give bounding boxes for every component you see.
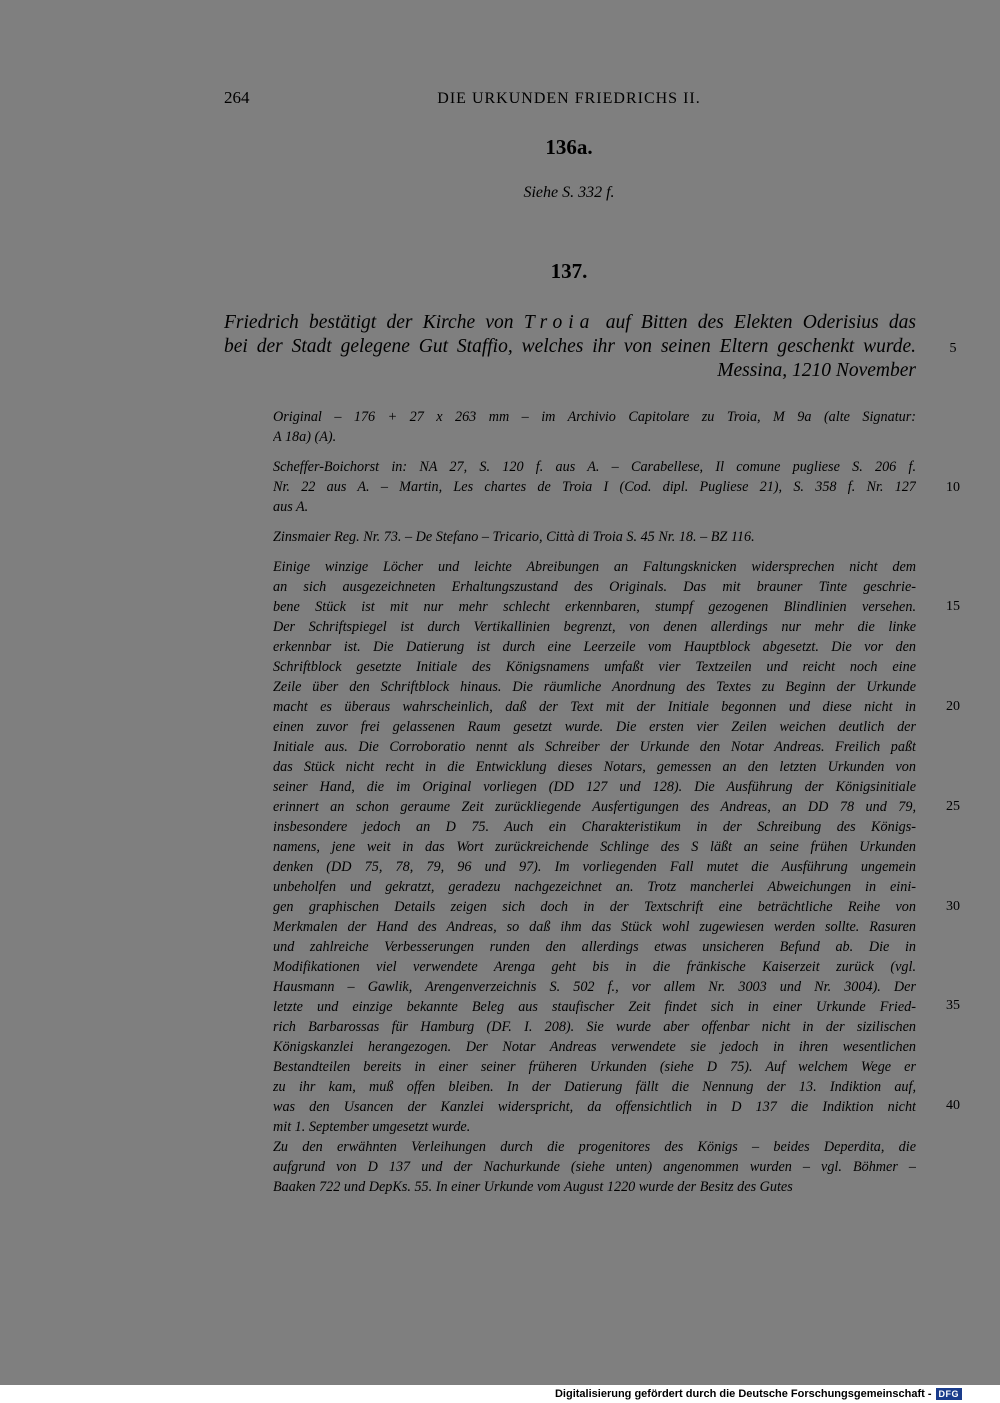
note-line: unbeholfen und gekratzt, geradezu nachgezeichnet an. Trotz mancherlei Abweichungen in eini-: [273, 879, 916, 895]
note-line: Schriftblock gesetzte Initiale des Königsnamens umfaßt vier Textzeilen und reicht noch eine: [273, 659, 916, 675]
note-paragraph: [273, 457, 916, 517]
note-line: insbesondere jedoch an D 75. Auch ein Charakteristikum in der Schreibung des Königs-: [273, 819, 916, 835]
footer-text: Digitalisierung gefördert durch die Deutsche Forschungsgemeinschaft -: [554, 1388, 932, 1400]
note-paragraph: [273, 407, 916, 447]
note-line: mit 1. September umgesetzt wurde.: [273, 1119, 471, 1135]
margin-line-number: 15: [946, 599, 960, 614]
note-line: Modifikationen viel verwendete Arenga geht bis in die fränkische Kaiserzeit zurück (vgl.: [273, 959, 916, 975]
margin-line-number: 40: [946, 1098, 960, 1113]
note-line: aus A.: [273, 499, 309, 515]
dfg-logo: DFG: [936, 1388, 963, 1400]
page-number: 264: [224, 88, 250, 107]
regest-line-2: bei der Stadt gelegene Gut Staffio, welches ihr von seinen Eltern geschenkt wurde.: [224, 336, 916, 357]
note-line: seiner Hand, die im Original vorliegen (DD 127 und 128). Die Ausführung der Königsinitiale: [273, 779, 916, 795]
margin-line-number: 35: [946, 998, 960, 1013]
margin-line-number: 10: [946, 480, 960, 495]
note-line: Hausmann – Gawlik, Arengenverzeichnis S. 502 f., vor allem Nr. 3003 und Nr. 3004). Der: [273, 979, 916, 995]
apparatus-notes: [273, 407, 916, 1207]
note-line: rich Barbarossas für Hamburg (DF. I. 208). Sie wurde aber offenbar nicht in der sizilischen: [273, 1019, 916, 1035]
note-line: Einige winzige Löcher und leichte Abreibungen an Faltungsknicken widersprechen nicht dem: [273, 559, 916, 575]
note-line: bene Stück ist mit nur mehr schlecht erkennbaren, stumpf gezogenen Blindlinien versehen.: [273, 599, 916, 615]
note-line: Zu den erwähnten Verleihungen durch die progenitores des Königs – beides Deperdita, die: [273, 1139, 916, 1155]
note-line: Bestandteilen bereits in einer seiner früheren Urkunden (siehe D 75). Auf welchem Wege er: [273, 1059, 916, 1075]
note-line: was den Usancen der Kanzlei widerspricht, da offensichtlich in D 137 die Indiktion nicht: [273, 1099, 916, 1115]
note-line: einen zuvor frei gelassenen Raum gesetzt wurde. Die ersten vier Zeilen weichen deutlich der: [273, 719, 916, 735]
note-line: gen graphischen Details zeigen sich doch in der Textschrift eine beträchtliche Reihe von: [273, 899, 916, 915]
note-line: und zahlreiche Verbesserungen runden den allerdings etwas unsicheren Befund ab. Die in: [273, 939, 916, 955]
note-line: denken (DD 75, 78, 79, 96 und 97). Im vorliegenden Fall mutet die Ausführung ungemein: [273, 859, 916, 875]
note-line: letzte und einzige bekannte Beleg aus staufischer Zeit findet sich in einer Urkunde Fried-: [273, 999, 916, 1015]
footer: [555, 1388, 962, 1400]
note-line: namens, jene weit in das Wort zurückreichende Schlinge des S läßt an seine frühen Urkunden: [273, 839, 916, 855]
note-line: an sich ausgezeichneten Erhaltungszustand des Originals. Das mit brauner Tinte geschrie-: [273, 579, 916, 595]
note-line: Original – 176 + 27 x 263 mm – im Archivio Capitolare zu Troia, M 9a (alte Signatur:: [273, 409, 916, 425]
entry-number-137: 137.: [550, 259, 588, 283]
note-line: Der Schriftspiegel ist durch Vertikallinien begrenzt, von denen allerdings nur mehr die linke: [273, 619, 916, 635]
note-line: Merkmalen der Hand des Andreas, so daß ihm das Stück wohl zugewiesen werden sollte. Rasuren: [273, 919, 916, 935]
note-line: erinnert an schon geraume Zeit zurückliegende Ausfertigungen des Andreas, an DD 78 und 79,: [273, 799, 916, 815]
regest-place: Troia: [523, 312, 596, 333]
note-paragraph: [273, 527, 916, 547]
note-line: Zeile über den Schriftblock hinaus. Die räumliche Anordnung des Textes zu Beginn der Urkunde: [273, 679, 916, 695]
entry-136a-reference: Siehe S. 332 f.: [523, 184, 615, 201]
margin-line-number: 5: [949, 341, 957, 356]
note-line: Zinsmaier Reg. Nr. 73. – De Stefano – Tricario, Città di Troia S. 45 Nr. 18. – BZ 116.: [273, 529, 755, 545]
note-line: Nr. 22 aus A. – Martin, Les chartes de Troia I (Cod. dipl. Pugliese 21), S. 358 f. Nr. 127: [273, 479, 916, 495]
note-line: erkennbar ist. Die Datierung ist durch eine Leerzeile vom Hauptblock abgesetzt. Die vor den: [273, 639, 916, 655]
running-title: DIE URKUNDEN FRIEDRICHS II.: [437, 90, 701, 107]
note-line: aufgrund von D 137 und der Nachurkunde (siehe unten) angenommen wurden – vgl. Böhmer –: [273, 1159, 916, 1175]
note-line: das Stück nicht recht in die Entwicklung dieses Notars, gemessen an den letzten Urkunden von: [273, 759, 916, 775]
dating: Messina, 1210 November: [717, 360, 916, 381]
note-paragraph: [273, 557, 916, 1137]
margin-line-number: 25: [946, 799, 960, 814]
note-line: macht es überaus wahrscheinlich, daß der Text mit der Initiale begonnen und diese nicht in: [273, 699, 916, 715]
note-line: A 18a) (A).: [273, 429, 337, 445]
note-paragraph: [273, 1137, 916, 1197]
note-line: Baaken 722 und DepKs. 55. In einer Urkunde vom August 1220 wurde der Besitz des Gutes: [273, 1179, 793, 1195]
margin-line-number: 20: [946, 699, 960, 714]
note-line: Scheffer-Boichorst in: NA 27, S. 120 f. aus A. – Carabellese, Il comune pugliese S. 206 f.: [273, 459, 916, 475]
regest-line-1: Friedrich bestätigt der Kirche von Troia auf Bitten des Elekten Oderisius das: [224, 312, 917, 333]
margin-line-number: 30: [946, 899, 960, 914]
entry-number-136a: 136a.: [545, 135, 593, 159]
regest: [224, 311, 916, 383]
note-line: Königskanzlei herangezogen. Der Notar Andreas verwendete sie jedoch in ihren wesentlichen: [273, 1039, 916, 1055]
note-line: Initiale aus. Die Corroboratio nennt als Schreiber der Urkunde den Notar Andreas. Freilich paßt: [273, 739, 916, 755]
note-line: zu ihr kam, muß offen bleiben. In der Datierung fällt die Nennung der 13. Indiktion auf,: [273, 1079, 916, 1095]
